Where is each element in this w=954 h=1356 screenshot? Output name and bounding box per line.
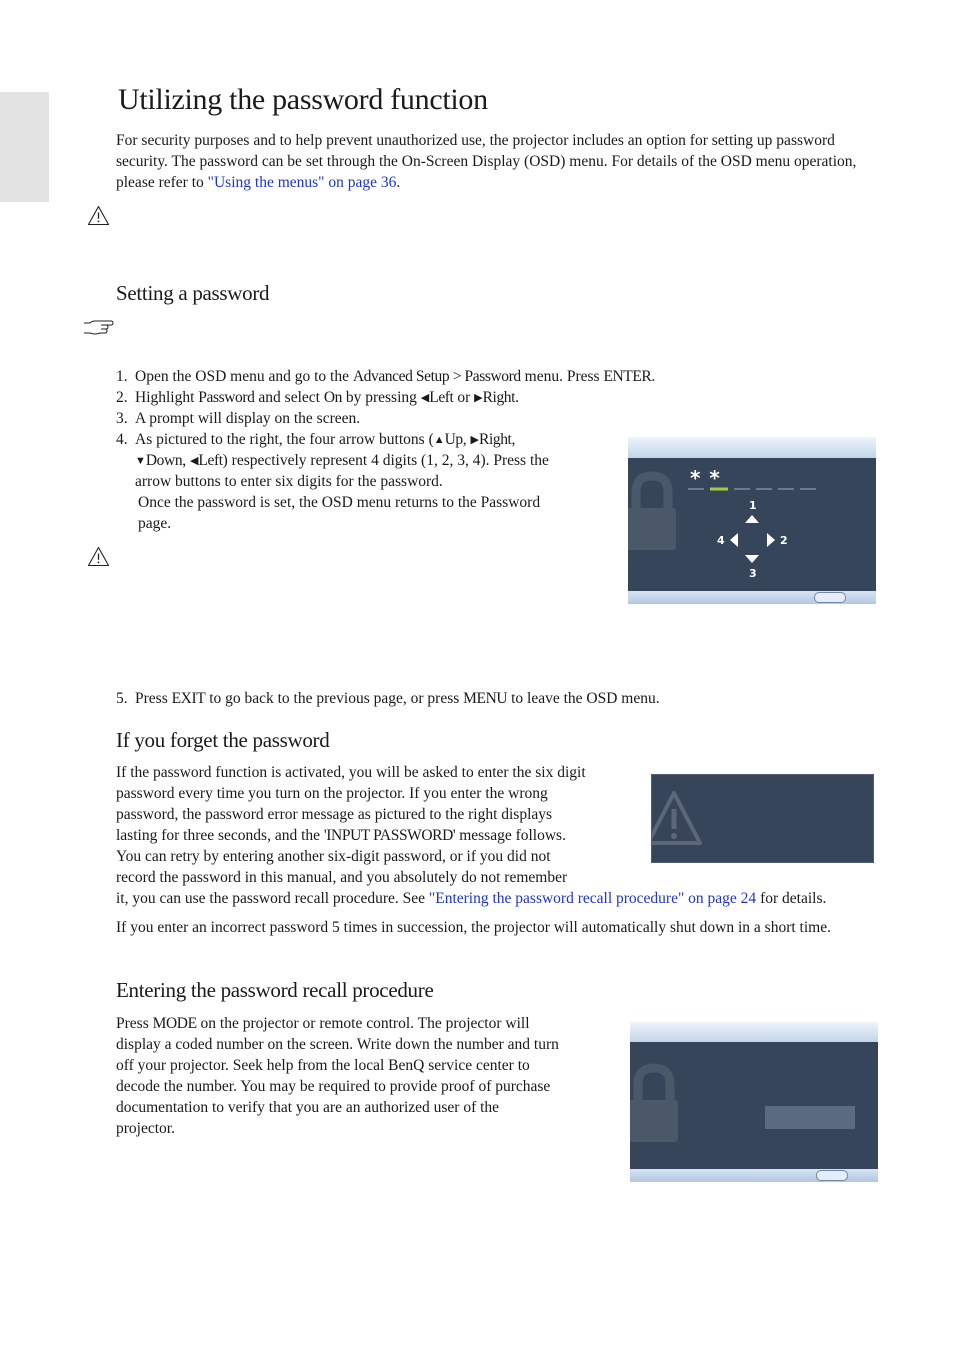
page-title: Utilizing the password function bbox=[118, 83, 488, 116]
lock-icon bbox=[630, 1060, 690, 1150]
heading-setting-password: Setting a password bbox=[116, 281, 270, 305]
recall-code-box bbox=[765, 1106, 855, 1129]
forget-paragraph-2: If you enter an incorrect password 5 times in succession, the projector will automatically shut down in a short time. bbox=[116, 919, 831, 936]
up-arrow-icon bbox=[745, 515, 759, 524]
digit-3-label: 3 bbox=[749, 567, 757, 580]
down-arrow-icon bbox=[745, 555, 759, 564]
osd-password-error-screen bbox=[651, 774, 874, 863]
intro-paragraph: For security purposes and to help prevent unauthorized use, the projector includes an option for setting up password security. The password can be set through the On-Screen Display (OSD) menu. For details of the OSD menu operation, please refer to "Using the menus" on page 36. bbox=[116, 132, 857, 191]
warning-icon bbox=[651, 789, 708, 849]
digit-2-label: 2 bbox=[780, 534, 788, 547]
digit-1-label: 1 bbox=[749, 499, 757, 512]
password-stars: * * bbox=[690, 466, 721, 490]
link-recall-procedure[interactable]: "Entering the password recall procedure" on page 24 bbox=[428, 890, 757, 907]
osd-password-entry-screen bbox=[628, 437, 876, 604]
osd-recall-code-screen bbox=[630, 1022, 878, 1182]
lock-icon bbox=[628, 468, 688, 558]
right-arrow-icon: ▶ bbox=[470, 434, 480, 446]
digit-4-label: 4 bbox=[717, 534, 725, 547]
warning-icon bbox=[87, 546, 110, 567]
link-using-menus[interactable]: "Using the menus" on page 36 bbox=[207, 174, 397, 191]
chapter-tab bbox=[0, 92, 49, 202]
right-arrow-icon bbox=[766, 533, 775, 547]
right-arrow-icon: ▶ bbox=[474, 392, 483, 404]
osd-button bbox=[814, 592, 846, 603]
left-arrow-icon: ◀ bbox=[189, 455, 199, 467]
heading-forget-password: If you forget the password bbox=[116, 728, 330, 752]
note-hand-icon bbox=[82, 318, 116, 338]
left-arrow-icon bbox=[730, 533, 739, 547]
down-arrow-icon: ▼ bbox=[135, 455, 146, 467]
left-arrow-icon: ◀ bbox=[420, 392, 430, 404]
up-arrow-icon: ▲ bbox=[433, 434, 445, 446]
warning-icon bbox=[87, 205, 110, 226]
heading-recall-procedure: Entering the password recall procedure bbox=[116, 978, 434, 1002]
osd-button bbox=[816, 1170, 848, 1181]
password-digit-slots bbox=[688, 487, 828, 491]
